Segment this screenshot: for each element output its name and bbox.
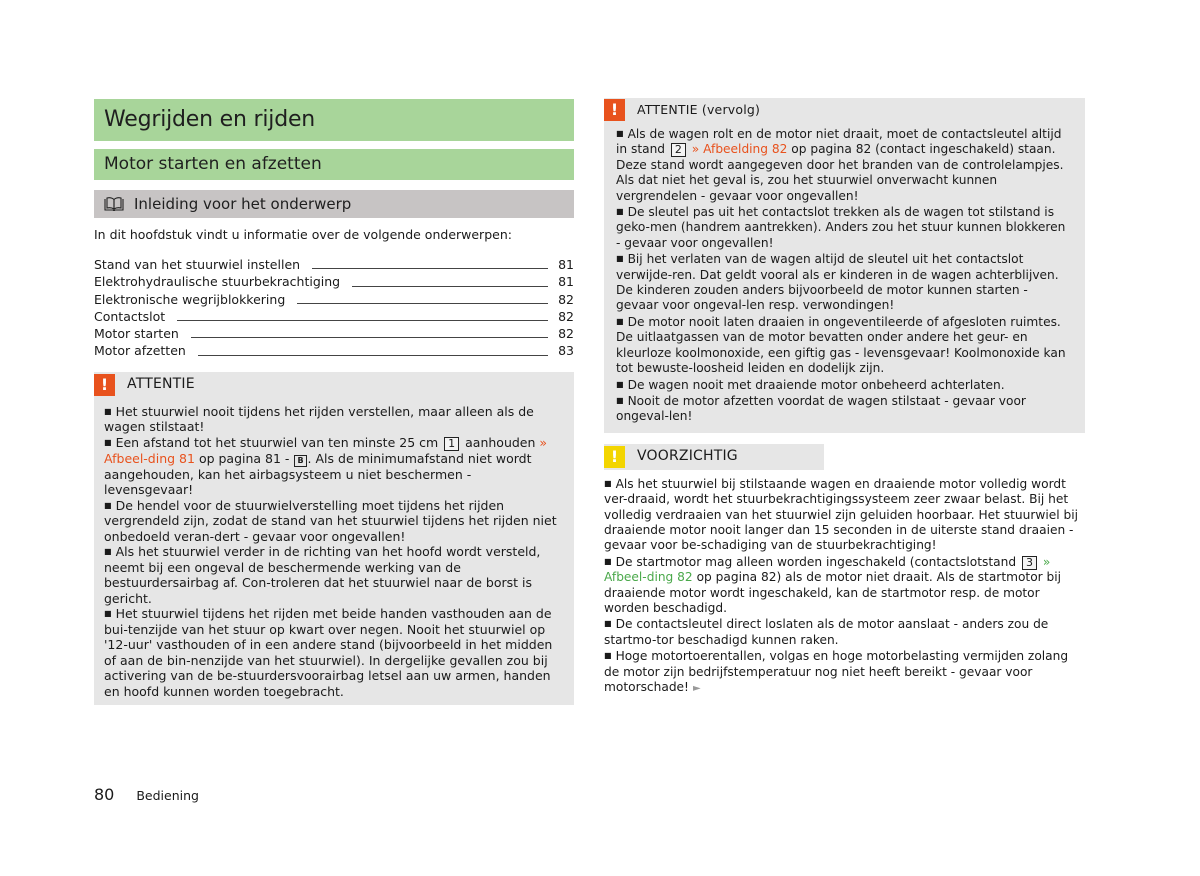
topic-list — [94, 256, 574, 360]
intro-text: In dit hoofdstuk vindt u informatie over de volgende onderwerpen: — [94, 227, 512, 242]
list-item: ■ Het stuurwiel tijdens het rijden met beide handen vasthouden aan de bui-tenzijde van het stuur op kwart over negen. Nooit het stuurwiel op '12-uur' vasthouden of in een andere stand (bijvoorbeeld in het midden of aan de bin-nenzijde van het stuurwiel). In dergelijke gevallen zou bij activering van de be-stuurdersvoorairbag letsel aan uw armen, handen en hoofd kunnen worden toegebracht. — [104, 606, 553, 699]
attentie-vervolg-title: ATTENTIE (vervolg) — [637, 102, 761, 118]
list-item: ■ De wagen nooit met draaiende motor onbeheerd achterlaten. — [616, 377, 1005, 392]
list-item: ■ Een afstand tot het stuurwiel van ten minste 25 cm 1 aanhouden » Afbeel-ding 81 op pagina 81 - B . Als de minimumafstand niet wordt aangehouden, kan het airbagsysteem u niet beschermen - levensgevaar! — [104, 434, 548, 498]
toc-page: 82 — [558, 326, 574, 342]
attentie-vervolg-items — [616, 126, 1071, 425]
right-column — [604, 98, 1085, 696]
toc-entry[interactable] — [94, 342, 574, 359]
toc-entry[interactable] — [94, 256, 574, 273]
page-number: 80 — [94, 785, 115, 804]
continue-arrow-icon: ► — [692, 683, 701, 694]
figure-link[interactable]: » Afbeel-ding 81 — [104, 434, 548, 466]
warning-icon: ! — [604, 99, 625, 121]
figure-link[interactable]: » Afbeel-ding 82 — [604, 554, 1051, 585]
toc-page: 81 — [558, 257, 574, 272]
toc-leader — [297, 303, 548, 304]
list-item: ■ Het stuurwiel nooit tijdens het rijden verstellen, maar alleen als de wagen stilstaat! — [104, 403, 534, 435]
list-item: ■ De motor nooit laten draaien in ongeventileerde of afgesloten ruimtes. De uitlaatgassen van de motor bevatten onder andere het geur- en kleurloze koolmonoxide, een giftig gas - levensgevaar! Koolmonoxide kan tot bewuste-loosheid leiden en dodelijk zijn. — [616, 314, 1066, 376]
list-item: ■ De hendel voor de stuurwielverstelling moet tijdens het rijden vergrendeld zijn, zodat de stand van het stuurwiel tijdens het rijden niet onbedoeld veran-dert - gevaar voor ongevallen! — [104, 497, 557, 544]
chapter-heading: Wegrijden en rijden — [94, 99, 574, 141]
toc-entry[interactable] — [94, 308, 574, 325]
toc-title: Stand van het stuurwiel instellen — [94, 257, 301, 272]
list-item: ■ Bij het verlaten van de wagen altijd de sleutel uit het contactslot verwijde-ren. Dat geldt vooral als er kinderen in de wagen achterblijven. De kinderen zouden anders bijvoorbeeld de motor kunnen starten - gevaar voor ongeval-len resp. verwondingen! — [616, 252, 1059, 313]
warning-icon: ! — [94, 374, 115, 396]
voorzichtig-block — [604, 444, 1085, 697]
section-heading: Motor starten en afzetten — [94, 149, 574, 180]
attentie-title: ATTENTIE — [127, 376, 195, 393]
figure-link[interactable]: » Afbeelding 82 — [691, 142, 788, 157]
toc-entry[interactable] — [94, 291, 574, 308]
toc-title: Elektronische wegrijblokkering — [94, 291, 286, 307]
list-item: ■ Als de wagen rolt en de motor niet draait, moet de contactsleutel altijd in stand 2 » Afbeelding 82 op pagina 82 (contact ingeschakeld) staan. Deze stand wordt aangegeven door het branden van de controlelampjes. Als dat niet het geval is, zou het stuurwiel onverwacht kunnen vergrendelen - gevaar voor ongevallen! — [616, 127, 1064, 203]
attentie-vervolg-header — [604, 98, 1071, 122]
toc-leader — [177, 320, 548, 321]
section-name: Bediening — [136, 788, 199, 803]
page-footer — [94, 785, 199, 804]
toc-page: 83 — [558, 343, 574, 359]
voorzichtig-title: VOORZICHTIG — [637, 448, 738, 465]
list-item: ■ Als het stuurwiel verder in de richting van het hoofd wordt versteld, neemt bij een ongeval de beschermende werking van de bestuurdersairbag af. Con-troleren dat het stuurwiel naar de borst is gericht. — [104, 544, 541, 606]
attentie-header — [94, 372, 562, 398]
toc-entry[interactable] — [94, 325, 574, 342]
left-column — [94, 99, 574, 705]
book-icon — [104, 197, 124, 211]
toc-leader — [312, 268, 548, 269]
toc-title: Motor starten — [94, 326, 179, 342]
toc-leader — [198, 355, 548, 356]
toc-leader — [352, 286, 548, 287]
list-item: ■ De startmotor mag alleen worden ingeschakeld (contactslotstand 3 » Afbeel-ding 82 op pagina 82) als de motor niet draait. Als de startmotor bij draaiende motor wordt ingeschakeld, kan de startmotor resp. de motor worden beschadigd. — [604, 554, 1062, 615]
toc-title: Motor afzetten — [94, 343, 186, 359]
list-item: ■ De sleutel pas uit het contactslot trekken als de wagen tot stilstand is geko-men (handrem aantrekken). Anders zou het stuur kunnen blokkeren - gevaar voor ongevallen! — [616, 205, 1066, 250]
subsection-heading-text: Inleiding voor het onderwerp — [134, 195, 352, 213]
toc-page: 82 — [558, 308, 574, 324]
callout-number: 1 — [444, 437, 459, 451]
attentie-vervolg-box — [604, 98, 1085, 433]
voorzichtig-header — [604, 444, 824, 470]
callout-number: 2 — [671, 143, 686, 157]
figure-label-box: B — [294, 455, 306, 467]
toc-page: 81 — [558, 274, 574, 290]
list-item: ■ Als het stuurwiel bij stilstaande wagen en draaiende motor volledig wordt ver-draaid, wordt het stuurbekrachtigingssysteem zeer zwaar belast. Bij het volledig verdraaien van het stuurwiel zijn geluiden hoorbaar. Het stuurwiel bij draaiende motor nooit langer dan 15 seconden in de uiterste stand draaien - gevaar voor be-schadiging van de stuurbekrachtiging! — [604, 476, 1079, 553]
toc-title: Elektrohydraulische stuurbekrachtiging — [94, 274, 341, 290]
list-item: ■ Hoge motortoerentallen, volgas en hoge motorbelasting vermijden zolang de motor zijn bedrijfstemperatuur nog niet heeft bereikt - gevaar voor motorschade! ► — [604, 649, 1069, 694]
voorzichtig-items — [604, 476, 1085, 697]
subsection-heading — [94, 190, 574, 218]
toc-title: Contactslot — [94, 308, 166, 324]
attentie-items — [104, 404, 562, 704]
toc-entry[interactable] — [94, 273, 574, 290]
list-item: ■ Nooit de motor afzetten voordat de wagen stilstaat - gevaar voor ongeval-len! — [616, 393, 1026, 424]
list-item: ■ De contactsleutel direct loslaten als de motor aanslaat - anders zou de startmo-tor beschadigd kunnen raken. — [604, 617, 1049, 647]
attentie-box — [94, 372, 574, 706]
caution-icon: ! — [604, 446, 625, 468]
callout-number: 3 — [1022, 556, 1037, 570]
toc-page: 82 — [558, 291, 574, 307]
toc-leader — [191, 337, 548, 338]
